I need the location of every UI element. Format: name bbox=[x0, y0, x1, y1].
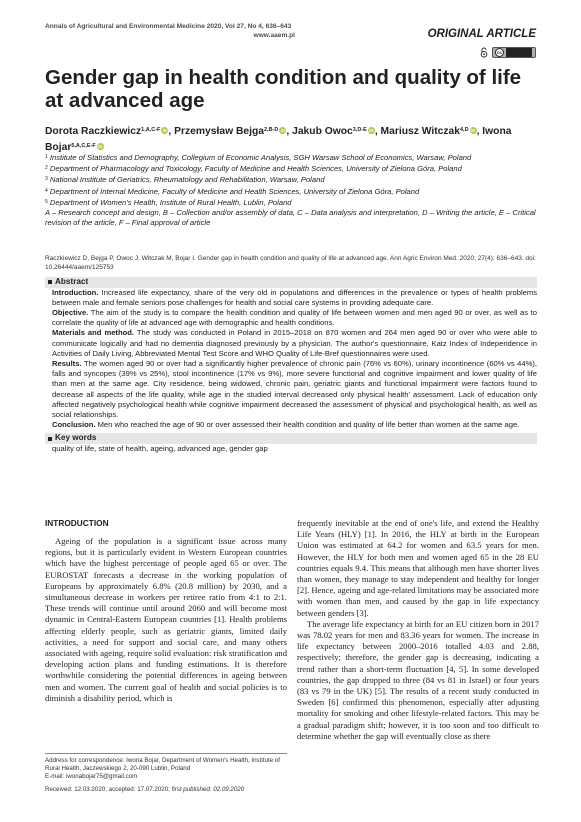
orcid-icon[interactable]: iD bbox=[280, 128, 286, 133]
square-bullet-icon bbox=[48, 437, 52, 441]
correspondence-address: Address for correspondence: Iwona Bojar, Department of Women's Health, Institute of Rural Health, Jaczewskiego 2, 20-090 Lublin, Poland bbox=[45, 757, 280, 773]
affiliation-item bbox=[45, 174, 555, 185]
correspondence-email[interactable]: E-mail: iwonabojar75@gmail.com bbox=[45, 773, 138, 781]
affiliation-text: Department of Pharmacology and Toxicology, Faculty of Medicine and Health Sciences, University of Zielona Góra, Poland bbox=[47, 164, 462, 174]
affiliation-item bbox=[45, 197, 555, 208]
abstract-methods-label: Materials and method. bbox=[52, 328, 134, 338]
body-paragraph: The average life expectancy at birth for an EU citizen born in 2017 was 78.02 years for men and 83.36 years for women. The increase in life expectancy between 2000–2016 totalled 4.03 and 2.88, respectively; therefore, the gender gap is decreasing, indicating a trend rather than a short-term fluctuation [4, 5]. In some developed countries, the gap dropped to three (84 vs 81 in Israel) or four years (83 vs 79 in the UK) [5]. The results of a recent study conducted in Sweden [6] confirmed this phenomenon, especially after adjusting mortality for smoking and other lifestyle-related factors. This may be a gradual paradigm shift; however, it is too soon and too difficult to determine whether the gap will eventually close as there bbox=[297, 618, 539, 741]
author-separator: , bbox=[286, 126, 293, 137]
author-name: Iwona Bojar bbox=[45, 126, 512, 153]
abstract-methods: The study was conducted in Poland in 2015–2018 on 870 women and 264 men aged 90 or over who were able to communicate logically and had no dementia diagnosed previously by a physician. The author's questionnaire, Katz Index of Independence in Activities of Daily Living, Abbreviated Mental Test Score and WHO Quality of Life-Bref questionnaires were used. bbox=[52, 328, 537, 358]
body-column-left bbox=[45, 518, 287, 704]
author-separator: , bbox=[374, 126, 381, 137]
affiliation-number: 4 bbox=[45, 187, 48, 194]
article-dates: Received: 12.03.2020; accepted: 17.07.2020; first published: 02.09.2020 bbox=[45, 785, 245, 793]
affiliation-number: 1 bbox=[45, 154, 48, 160]
affiliation-text: Department of Internal Medicine, Faculty of Medicine and Health Sciences, University of Zielona Góra, Poland bbox=[47, 186, 420, 196]
affiliation-number: 3 bbox=[45, 176, 48, 183]
body-paragraph: frequently inevitable at the end of one's life, and extend the Healthy Life Years (HLY) [1]. In 2016, the HLY at birth in the European Union was estimated at 64.2 for women and 63.5 years for men. However, the HLY for both men and women aged 65 in the 28 EU countries equals 9.4. This means that although men have shorter lives than women, they manage to stay independent and healthy for longer [2]. Hence, ageing and age-related limitations may be associated more with women than men, and caused by the gap in life expectancy between genders [3]. bbox=[297, 518, 539, 618]
square-bullet-icon bbox=[48, 280, 52, 284]
body-paragraph: Ageing of the population is a significant issue across many regions, but it is particularly evident in Western European countries which have the highest percentage of people aged 65 or over. The EUROSTAT forecasts a decrease in the working population of Europeans by approximately 6.8% (20.8 million) by 2030, and a simultaneous decrease in workers per retiree ratio from 4:1 to 2:1. These trends will continue until around 2060 and will become most dynamic in Central-Eastern European countries [1]. Health problems affecting elderly people, such as geriatric giants, limited daily activities, a need for support and social care, and many others associated with ageing, require solid evaluation: risk stratification and developing action plans and funding estimations. It is therefore worthwhile considering the potential differences in ageing between men and women. The current goal of health and social policies is to diminish a disability period, which is bbox=[45, 536, 287, 703]
cc-by-nc-icon bbox=[506, 48, 532, 57]
cc-icon: cc bbox=[496, 50, 502, 55]
author-separator: , bbox=[168, 126, 175, 137]
affiliation-number: 5 bbox=[45, 198, 48, 205]
abstract-results: The women aged 90 or over had a significantly higher prevalence of chronic pain (76% vs 60%), urinary incontinence (60% vs 44%), falls and syncopes (39% vs 25%), stool incontinence (17% vs 9%), more severe functional and cognitive impairment and lower quality of life than men at the same age. City residence, being widowed, chronic pain, geriatric giants and functional impairment were factors found to decrease all aspects of the life quality, while age in the studied interval decreased only physical health' assessment. Lack of education only affected negatively psychological health while cognitive impairment decreased the assessment of physical and psychological health, as well as social relationships. bbox=[52, 358, 537, 419]
keywords-text: quality of life, state of health, ageing, advanced age, gender gap bbox=[52, 443, 268, 453]
author-affiliation-marker: 2,B-D bbox=[263, 127, 279, 133]
keywords-heading: Key words bbox=[45, 433, 537, 444]
abstract-intro: Increased life expectancy, share of the very old in populations and differences in the prevalence or types of health problems between male and female seniors pose challenges for health and social care systems in providing adequate care. bbox=[52, 287, 537, 307]
article-type-label: ORIGINAL ARTICLE bbox=[427, 28, 536, 40]
affiliation-item bbox=[45, 152, 555, 163]
affiliation-text: Institute of Statistics and Demography, Collegium of Economic Analysis, SGH Warsaw School of Economics, Warsaw, Poland bbox=[47, 153, 472, 162]
contributions-line: A – Research concept and design, B – Collection and/or assembly of data, C – Data analysis and interpretation, D – Writing the article, E – Critical revision of the article, F – Final approval of article bbox=[45, 208, 536, 228]
section-heading-introduction: INTRODUCTION bbox=[45, 518, 109, 528]
abstract-conclusion: Men who reached the age of 90 or over assessed their health condition and quality of life better than women at the same age. bbox=[97, 420, 520, 430]
affiliation-text: Department of Women's Health, Institute of Rural Health, Lublin, Poland bbox=[47, 197, 292, 207]
abstract-heading: Abstract bbox=[45, 277, 537, 288]
abstract-objective: The aim of the study is to compare the health condition and quality of life between women and men aged 90 or over, as well as to correlate the quality of life at advanced age with demographic and health conditions. bbox=[52, 307, 537, 328]
abstract-objective-label: Objective. bbox=[52, 307, 89, 317]
creative-commons-badge[interactable] bbox=[492, 47, 536, 58]
article-title: Gender gap in health condition and quality of life at advanced age bbox=[45, 66, 522, 112]
citation-line: Raczkiewicz D, Bejga P, Owoc J, Witczak M, Bojar I. Gender gap in health condition and quality of life at advanced age. Ann Agric Environ Med. 2020; 27(4): 636–643. doi: 10.26444/aaem/125753 bbox=[45, 255, 536, 271]
orcid-icon[interactable]: iD bbox=[162, 128, 168, 133]
author-name: Jakub Owoc bbox=[292, 126, 353, 137]
abstract-body bbox=[45, 288, 537, 431]
abstract-results-label: Results. bbox=[52, 358, 82, 368]
author-name: Przemysław Bejga bbox=[174, 126, 264, 137]
author-separator: , bbox=[476, 126, 483, 137]
journal-header bbox=[45, 22, 295, 40]
orcid-icon[interactable]: iD bbox=[470, 128, 476, 133]
author-affiliation-marker: 3,D-E bbox=[352, 127, 367, 133]
journal-url[interactable]: www.aaem.pl bbox=[253, 32, 295, 39]
affiliation-text: National Institute of Geriatrics, Rheumatology and Rehabilitation, Warsaw, Poland bbox=[47, 175, 325, 185]
affiliations bbox=[45, 152, 555, 228]
journal-line: Annals of Agricultural and Environmental Medicine 2020, Vol 27, No 4, 636–643 bbox=[45, 23, 292, 30]
body-column-right bbox=[297, 518, 539, 742]
orcid-icon[interactable]: iD bbox=[98, 144, 103, 149]
author-affiliation-marker: 5,A,C,E-F bbox=[71, 143, 96, 149]
author-list bbox=[45, 123, 545, 155]
abstract-conclusion-label: Conclusion. bbox=[52, 420, 96, 430]
author-affiliation-marker: 1,A,C-F bbox=[141, 127, 161, 133]
license-row bbox=[480, 47, 536, 58]
affiliation-item bbox=[45, 186, 555, 197]
abstract-intro-label: Introduction. bbox=[52, 287, 99, 297]
open-access-icon bbox=[480, 47, 488, 58]
author-affiliation-marker: 4,D bbox=[460, 127, 469, 133]
affiliation-number: 2 bbox=[45, 165, 48, 172]
author-name: Mariusz Witczak bbox=[380, 126, 460, 137]
affiliation-item bbox=[45, 163, 555, 174]
orcid-icon[interactable]: iD bbox=[369, 128, 374, 133]
author-name: Dorota Raczkiewicz bbox=[45, 126, 142, 137]
correspondence-footnote bbox=[45, 753, 287, 794]
abstract-box bbox=[45, 277, 537, 454]
